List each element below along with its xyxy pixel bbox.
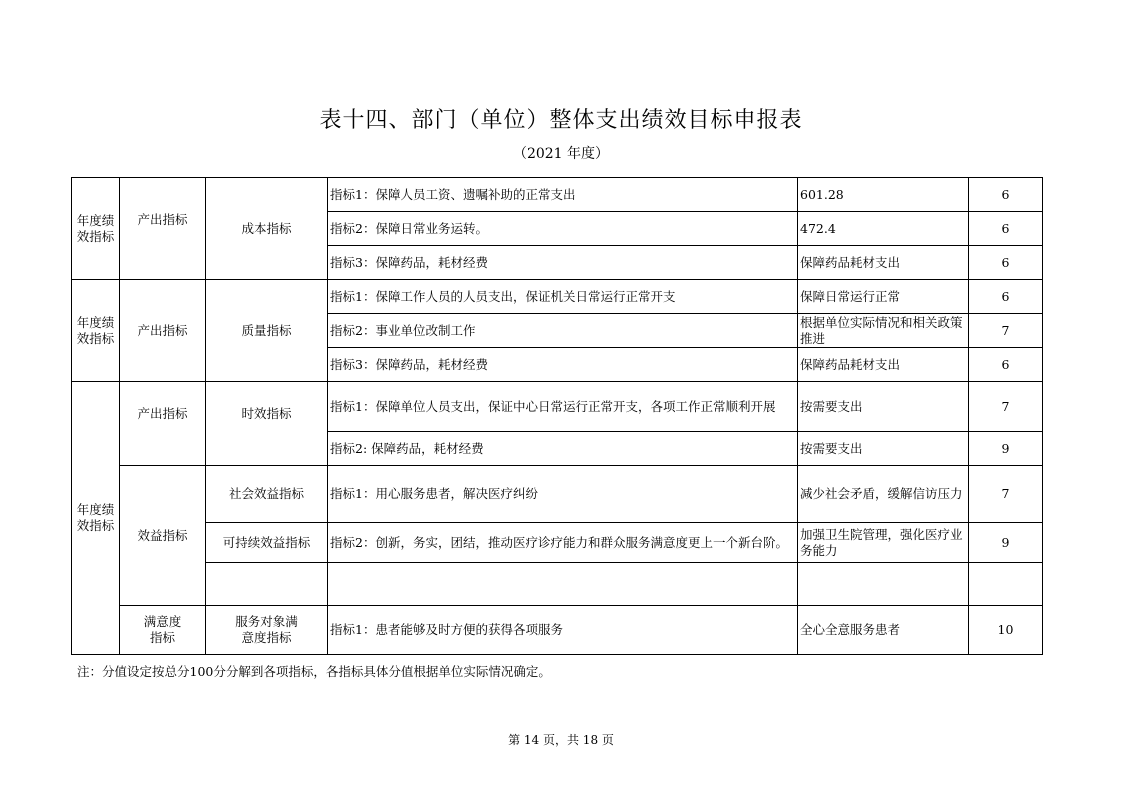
indicator-cell: 指标2：事业单位改制工作 — [328, 314, 798, 348]
table-row — [72, 280, 1043, 314]
page-footer: 第 14 页，共 18 页 — [508, 733, 614, 747]
score-cell: 6 — [969, 246, 1043, 280]
table-row — [72, 523, 1043, 563]
table-note: 注：分值设定按总分100分分解到各项指标，各指标具体分值根据单位实际情况确定。 — [77, 664, 551, 679]
level2-cell: 效益指标 — [120, 466, 206, 606]
indicator-cell: 指标2: 保障药品，耗材经费 — [328, 432, 798, 466]
performance-target-table — [71, 177, 1043, 655]
score-cell: 7 — [969, 466, 1043, 523]
target-cell: 按需要支出 — [798, 432, 969, 466]
target-cell: 全心全意服务患者 — [798, 606, 969, 655]
indicator-cell: 指标1：保障人员工资、遗嘱补助的正常支出 — [328, 178, 798, 212]
level2-cell: 产出指标 — [120, 280, 206, 382]
empty-cell — [969, 563, 1043, 606]
table-row — [72, 382, 1043, 432]
indicator-cell: 指标1：保障单位人员支出，保证中心日常运行正常开支，各项工作正常顺利开展 — [328, 382, 798, 432]
score-cell: 6 — [969, 212, 1043, 246]
table-row — [72, 606, 1043, 655]
score-cell: 10 — [969, 606, 1043, 655]
level3-cell: 可持续效益指标 — [206, 523, 328, 563]
empty-cell — [328, 563, 798, 606]
empty-cell — [798, 563, 969, 606]
target-cell: 保障药品耗材支出 — [798, 246, 969, 280]
level2-cell: 产出指标 — [120, 382, 206, 466]
target-cell: 根据单位实际情况和相关政策推进 — [798, 314, 969, 348]
level2-cell: 产出指标 — [120, 178, 206, 280]
level1-cell: 年度绩效指标 — [72, 382, 120, 655]
document-title: 表十四、部门（单位）整体支出绩效目标申报表 — [319, 108, 803, 133]
target-cell: 减少社会矛盾，缓解信访压力 — [798, 466, 969, 523]
score-cell: 7 — [969, 382, 1043, 432]
level1-cell: 年度绩效指标 — [72, 178, 120, 280]
level3-cell: 服务对象满意度指标 — [206, 606, 328, 655]
indicator-cell: 指标2：创新，务实，团结，推动医疗诊疗能力和群众服务满意度更上一个新台阶。 — [328, 523, 798, 563]
indicator-cell: 指标2：保障日常业务运转。 — [328, 212, 798, 246]
level3-cell: 时效指标 — [206, 382, 328, 466]
document-subtitle: （2021 年度） — [512, 146, 610, 162]
empty-cell — [206, 563, 328, 606]
level1-cell: 年度绩效指标 — [72, 280, 120, 382]
level2-cell: 满意度指标 — [120, 606, 206, 655]
level3-cell: 质量指标 — [206, 280, 328, 382]
indicator-cell: 指标3：保障药品，耗材经费 — [328, 246, 798, 280]
indicator-cell: 指标3：保障药品，耗材经费 — [328, 348, 798, 382]
target-cell: 按需要支出 — [798, 382, 969, 432]
target-cell: 加强卫生院管理，强化医疗业务能力 — [798, 523, 969, 563]
indicator-cell: 指标1：保障工作人员的人员支出，保证机关日常运行正常开支 — [328, 280, 798, 314]
target-cell: 472.4 — [798, 212, 969, 246]
indicator-cell: 指标1：用心服务患者，解决医疗纠纷 — [328, 466, 798, 523]
score-cell: 9 — [969, 523, 1043, 563]
score-cell: 6 — [969, 178, 1043, 212]
table-row — [72, 563, 1043, 606]
score-cell: 9 — [969, 432, 1043, 466]
level3-cell: 社会效益指标 — [206, 466, 328, 523]
table-row — [72, 466, 1043, 523]
target-cell: 601.28 — [798, 178, 969, 212]
indicator-cell: 指标1：患者能够及时方便的获得各项服务 — [328, 606, 798, 655]
score-cell: 7 — [969, 314, 1043, 348]
table-row — [72, 178, 1043, 212]
score-cell: 6 — [969, 280, 1043, 314]
target-cell: 保障日常运行正常 — [798, 280, 969, 314]
level3-cell: 成本指标 — [206, 178, 328, 280]
score-cell: 6 — [969, 348, 1043, 382]
target-cell: 保障药品耗材支出 — [798, 348, 969, 382]
